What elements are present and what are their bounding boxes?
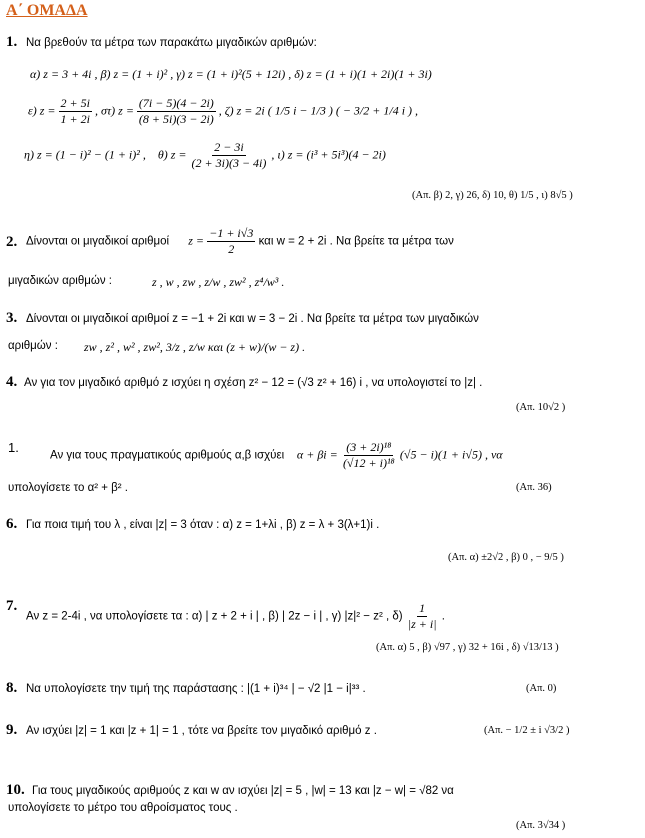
problem-2-line-1: [26, 226, 454, 257]
problem-6-answer: (Απ. α) ±2√2 , β) 0 , − 9/5 ): [448, 552, 564, 563]
part-th-numerator: 2 − 3i: [214, 140, 244, 154]
problem-8-answer: (Απ. 0): [526, 683, 557, 694]
problem-5-lhs: α + βi =: [296, 447, 338, 462]
part-e-denominator: 1 + 2i: [60, 112, 90, 126]
problem-7-line: Αν z = 2-4i , να υπολογίσετε τα : α) | z + 2 + i | , β) | 2z − i | , γ) |z|² − z² , δ) $\frac{1}{|z + i|}$ .: [26, 601, 445, 631]
part-th-label: θ) z =: [157, 147, 187, 162]
section-heading: Α΄ ΟΜΑΔΑ: [6, 2, 88, 19]
problem-7-number: 7.: [6, 598, 18, 614]
problem-2-z-label: z =: [188, 233, 205, 248]
part-st-fraction: [137, 96, 216, 127]
problem-3-list: zw , z² , w² , zw², 3/z , z/w και (z + w)/(w − z) .: [84, 340, 306, 354]
problem-1-row-a: α) z = 3 + 4i , β) z = (1 + i)² , γ) z = (1 + i)²(5 + 12i) , δ) z = (1 + i)(1 + 2i)(1 + 3i): [30, 67, 432, 81]
part-i-expression: , ι) z = (i³ + 5i³)(4 − 2i): [271, 147, 386, 162]
part-th-denominator: (2 + 3i)(3 − 4i): [191, 156, 267, 170]
problem-10-number: 10.: [6, 782, 25, 798]
problem-1-row-h: [24, 140, 386, 171]
problem-9-answer: (Απ. − 1/2 ± i √3/2 ): [484, 725, 570, 736]
problem-9-text: Αν ισχύει |z| = 1 και |z + 1| = 1 , τότε να βρείτε τον μιγαδικό αριθμό z .: [26, 725, 377, 737]
problem-3-number: 3.: [6, 310, 18, 326]
problem-7-d-denominator: |z + i|: [407, 617, 437, 631]
problem-2-z-fraction: [207, 226, 255, 257]
problem-5-line-2: υπολογίσετε το α² + β² .: [8, 482, 128, 494]
problem-5-rhs: (√5 − i)(1 + i√5) , να: [399, 447, 503, 462]
problem-10-line-2: υπολογίσετε το μέτρο του αθροίσματος τους .: [8, 802, 238, 814]
problem-1-row-e: [28, 96, 418, 127]
problem-2-line-2-label: μιγαδικών αριθμών :: [8, 275, 112, 287]
problem-5-number: 1.: [8, 440, 19, 455]
problem-3-line-2-label: αριθμών :: [8, 340, 58, 352]
problem-5-numerator: (3 + 2i)¹⁸: [346, 440, 392, 454]
part-st-label: , στ) z =: [94, 103, 134, 118]
problem-4-answer: (Απ. 10√2 ): [516, 402, 566, 413]
problem-1-number: 1.: [6, 34, 18, 50]
problem-6-text: Για ποια τιμή του λ , είναι |z| = 3 όταν : α) z = 1+λi , β) z = λ + 3(λ+1)i .: [26, 519, 380, 531]
problem-2-intro: Δίνονται οι μιγαδικοί αριθμοί: [26, 235, 170, 248]
part-h-expression: η) z = (1 − i)² − (1 + i)² ,: [24, 147, 146, 162]
problem-6-number: 6.: [6, 516, 18, 532]
problem-8-text: Να υπολογίσετε την τιμή της παράστασης : |(1 + i)³⁴ | − √2 |1 − i|³³ .: [26, 683, 366, 695]
part-e-numerator: 2 + 5i: [60, 96, 90, 110]
problem-5-fraction: [341, 440, 397, 471]
part-e-fraction: [59, 96, 92, 127]
problem-10-answer: (Απ. 3√34 ): [516, 820, 566, 831]
problem-7-text: Αν z = 2-4i , να υπολογίσετε τα : α) | z + 2 + i | , β) | 2z − i | , γ) |z|² − z² , δ): [26, 610, 403, 623]
problem-5-answer: (Απ. 36): [516, 482, 552, 493]
problem-2-z-numerator: −1 + i√3: [209, 226, 254, 240]
part-th-fraction: [190, 140, 269, 171]
problem-7-d-fraction: [406, 601, 439, 632]
problem-9-number: 9.: [6, 722, 18, 738]
problem-8-number: 8.: [6, 680, 18, 696]
problem-2-number: 2.: [6, 234, 18, 250]
problem-5-line-1: [50, 440, 503, 471]
part-z-expression: , ζ) z = 2i ( 1/5 i − 1/3 ) ( − 3/2 + 1/4 i ) ,: [218, 103, 419, 118]
part-st-numerator: (7i − 5)(4 − 2i): [138, 96, 214, 110]
problem-4-number: 4.: [6, 374, 18, 390]
part-e-label: ε) z =: [28, 103, 56, 118]
problem-1-answer: (Απ. β) 2, γ) 26, δ) 10, θ) 1/5 , ι) 8√5 ): [412, 190, 573, 201]
problem-3-line-1: Δίνονται οι μιγαδικοί αριθμοί z = −1 + 2i και w = 3 − 2i . Να βρείτε τα μέτρα των μιγαδικών: [26, 313, 479, 325]
problem-7-d-numerator: 1: [419, 601, 426, 615]
problem-10-line-1: Για τους μιγαδικούς αριθμούς z και w αν ισχύει |z| = 5 , |w| = 13 και |z − w| = √82 να: [32, 785, 454, 797]
problem-2-w-text: και w = 2 + 2i . Να βρείτε τα μέτρα των: [258, 235, 454, 248]
problem-2-z-denominator: 2: [228, 242, 235, 256]
problem-7-answer: (Απ. α) 5 , β) √97 , γ) 32 + 16i , δ) √13/13 ): [376, 642, 559, 653]
problem-5-intro: Αν για τους πραγματικούς αριθμούς α,β ισχύει: [50, 449, 285, 462]
problem-5-denominator: (√12 + i)¹⁸: [342, 456, 395, 470]
problem-4-text: Αν για τον μιγαδικό αριθμό z ισχύει η σχέση z² − 12 = (√3 z² + 16) i , να υπολογιστεί το |z| .: [24, 377, 483, 389]
problem-2-list: z , w , zw , z/w , zw² , z⁴/w³ .: [152, 275, 285, 289]
problem-1-text: Να βρεθούν τα μέτρα των παρακάτω μιγαδικών αριθμών:: [26, 37, 317, 49]
part-st-denominator: (8 + 5i)(3 − 2i): [138, 112, 214, 126]
